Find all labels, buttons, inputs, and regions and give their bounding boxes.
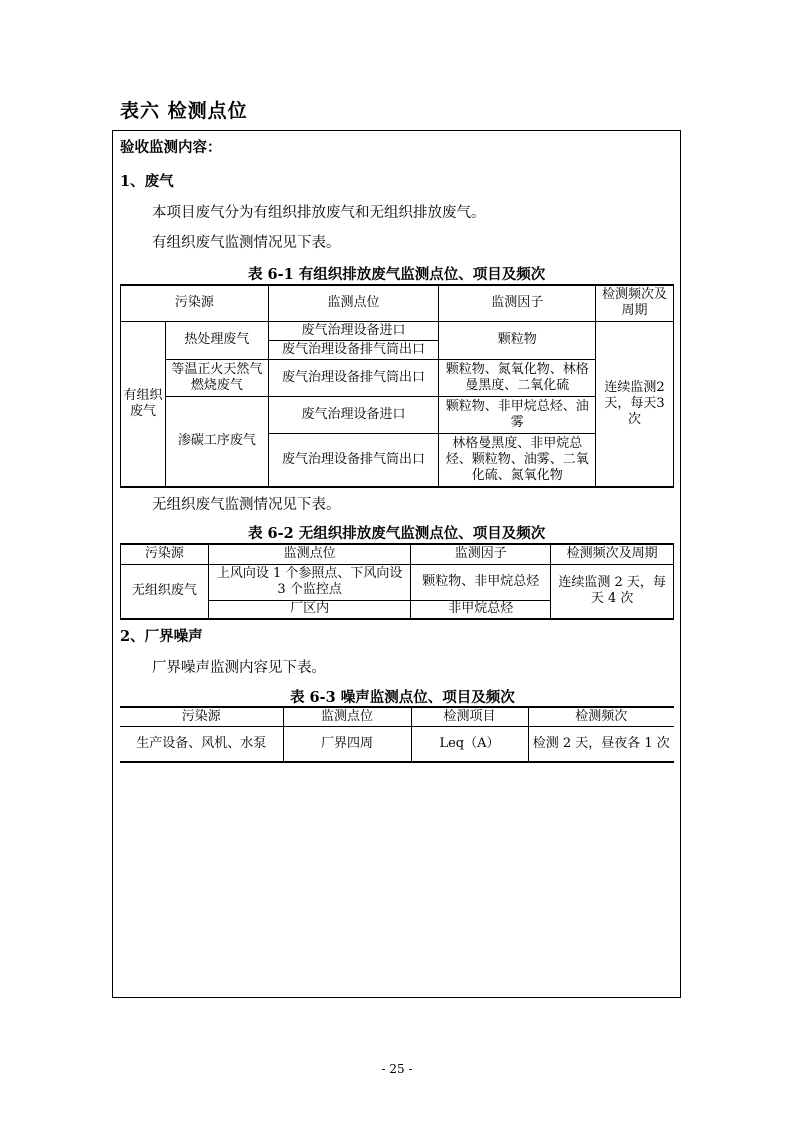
table-cell: 非甲烷总烃 [411, 600, 551, 619]
page-title: 表六 检测点位 [120, 100, 248, 122]
page-number: - 25 - [381, 1062, 413, 1076]
table-cell: 废气治理设备进口 [268, 321, 439, 340]
table-unorganized-emission [120, 543, 674, 620]
table-cell: 热处理废气 [165, 321, 268, 359]
table-cell: Leq（A） [411, 726, 528, 762]
table-cell: 生产设备、风机、水泵 [120, 726, 283, 762]
table-cell-group: 有组织废气 [121, 321, 166, 487]
table-cell: 颗粒物、氮氧化物、林格曼黑度、二氧化硫 [439, 359, 596, 396]
table-header: 污染源 [121, 285, 269, 321]
table-header: 监测因子 [411, 544, 551, 564]
table-cell: 上风向设 1 个参照点、下风向设 3 个监控点 [208, 564, 411, 600]
table-cell: 废气治理设备进口 [268, 396, 439, 433]
table-cell: 等温正火天然气燃烧废气 [165, 359, 268, 396]
table-cell: 渗碳工序废气 [165, 396, 268, 487]
table1-caption: 表 6-1 有组织排放废气监测点位、项目及频次 [248, 266, 546, 283]
table-header: 污染源 [121, 544, 209, 564]
table-header: 检测频次 [528, 707, 674, 726]
paragraph-4: 厂界噪声监测内容见下表。 [152, 660, 326, 676]
paragraph-2: 有组织废气监测情况见下表。 [152, 235, 341, 251]
table-cell: 厂界四周 [283, 726, 411, 762]
heading-noise: 2、厂界噪声 [120, 628, 203, 645]
table-cell: 林格曼黑度、非甲烷总烃、颗粒物、油雾、二氧化硫、氮氧化物 [439, 433, 596, 487]
table-header: 监测点位 [208, 544, 411, 564]
table-header: 监测点位 [283, 707, 411, 726]
section-heading: 验收监测内容： [120, 139, 222, 156]
table3-caption: 表 6-3 噪声监测点位、项目及频次 [290, 689, 515, 706]
table-header: 监测因子 [439, 285, 596, 321]
table-noise [120, 706, 674, 763]
paragraph-1: 本项目废气分为有组织排放废气和无组织排放废气。 [152, 205, 486, 221]
table-cell: 颗粒物 [439, 321, 596, 359]
table-cell-frequency: 连续监测2天，每天3次 [596, 321, 674, 487]
paragraph-3: 无组织废气监测情况见下表。 [152, 497, 341, 513]
table-cell-frequency: 连续监测 2 天，每天 4 次 [551, 564, 674, 619]
table-header: 检测频次及周期 [596, 285, 674, 321]
table-cell: 检测 2 天，昼夜各 1 次 [528, 726, 674, 762]
table-cell: 无组织废气 [121, 564, 209, 619]
table2-caption: 表 6-2 无组织排放废气监测点位、项目及频次 [248, 525, 546, 542]
table-cell: 废气治理设备排气筒出口 [268, 359, 439, 396]
table-cell: 颗粒物、非甲烷总烃 [411, 564, 551, 600]
table-header: 检测频次及周期 [551, 544, 674, 564]
table-header: 监测点位 [268, 285, 439, 321]
table-cell: 颗粒物、非甲烷总烃、油雾 [439, 396, 596, 433]
table-header: 污染源 [120, 707, 283, 726]
table-organized-emission [120, 284, 674, 488]
table-header: 检测项目 [411, 707, 528, 726]
heading-waste-gas: 1、废气 [120, 173, 174, 190]
table-cell: 废气治理设备排气筒出口 [268, 340, 439, 359]
table-cell: 厂区内 [208, 600, 411, 619]
table-cell: 废气治理设备排气筒出口 [268, 433, 439, 487]
